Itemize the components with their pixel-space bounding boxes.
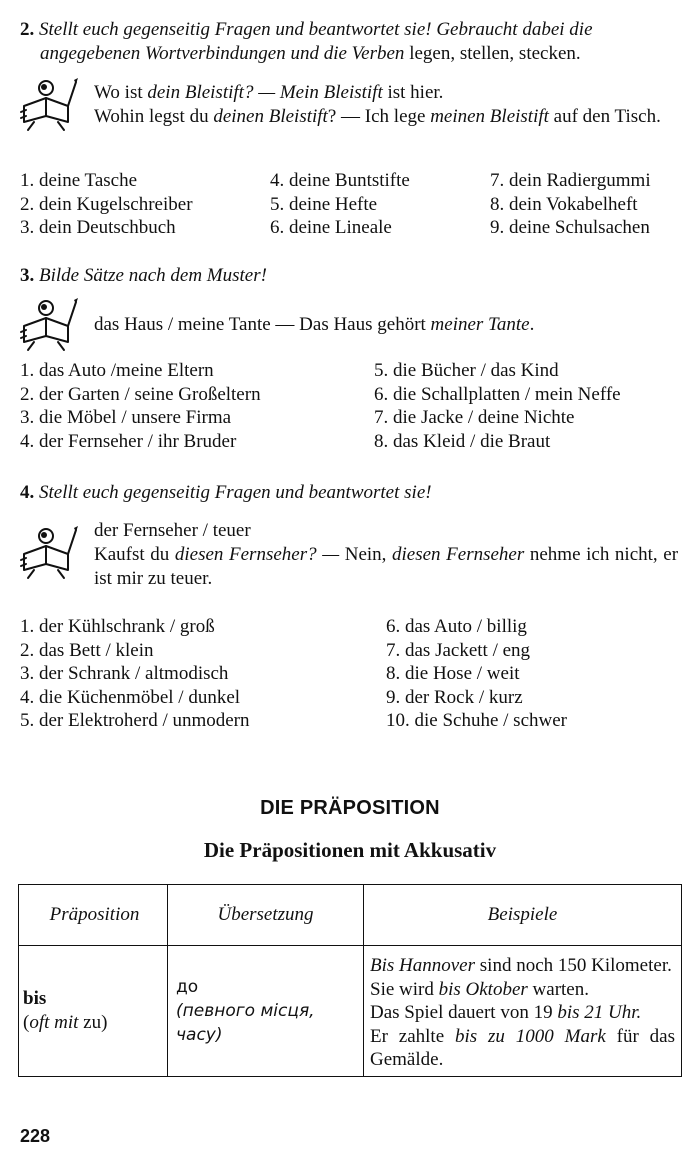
example-text: Wohin legst du — [94, 106, 209, 127]
example-sentence: Er zahlte bis zu 1000 Mark für das Gemälde. — [370, 1025, 676, 1070]
table-header-row — [19, 885, 682, 946]
task-2-example — [94, 81, 678, 129]
example-text: Wo ist — [94, 82, 143, 103]
instruction-line: Stellt euch gegenseitig Fragen und beantwortet sie! Gebraucht dabei die — [39, 19, 593, 40]
example-italic: meinen Bleistift — [430, 106, 549, 127]
translation-word: до — [176, 976, 199, 997]
list-item: 5. die Bücher / das Kind — [374, 360, 559, 381]
task-3-instruction — [20, 264, 680, 288]
list-item: 9. deine Schulsachen — [490, 217, 650, 238]
list-item: 2. das Bett / klein — [20, 639, 154, 661]
section-subtitle: Die Präpositionen mit Akkusativ — [203, 838, 497, 862]
task-number: 2. — [20, 19, 35, 40]
preposition-note: (oft mit zu) — [23, 1011, 108, 1033]
list-item: 9. der Rock / kurz — [386, 686, 523, 708]
task-3-word-list — [20, 359, 680, 455]
example-text: ist hier. — [387, 82, 444, 103]
examples-cell — [364, 946, 682, 1077]
list-item: 5. der Elektroherd / unmodern — [20, 710, 250, 731]
list-item: 8. die Hose / weit — [386, 663, 520, 684]
example-italic: dein Bleistift? — Mein Bleistift — [147, 82, 383, 103]
page-number: 228 — [20, 1126, 51, 1146]
list-item: 1. deine Tasche — [20, 170, 138, 191]
example-text: das Haus / meine Tante — Das Haus gehört — [94, 314, 426, 335]
instruction-line: Stellt euch gegenseitig Fragen und beantwortet sie! — [39, 482, 432, 503]
example-text: auf den Tisch. — [553, 106, 661, 127]
list-item: 4. der Fernseher / ihr Bruder — [20, 430, 237, 452]
instruction-line: Bilde Sätze nach dem Muster! — [39, 265, 267, 286]
task-number: 4. — [20, 482, 35, 503]
task-4-instruction — [20, 481, 680, 505]
translation-note: (певного місця, часу) — [176, 1000, 315, 1045]
example-text: der Fernseher / teuer — [94, 520, 251, 541]
list-item: 7. dein Radiergummi — [490, 170, 651, 191]
preposition-table — [18, 884, 682, 1077]
list-item: 3. der Schrank / altmodisch — [20, 663, 229, 684]
preposition-word: bis — [23, 987, 47, 1009]
list-item: 1. das Auto /meine Eltern — [20, 360, 214, 381]
example-text: . — [529, 314, 535, 335]
list-item: 7. das Jackett / eng — [386, 639, 531, 661]
preposition-cell — [19, 946, 168, 1077]
section-title: DIE PRÄPOSITION — [260, 797, 440, 819]
example-text: ? — Ich lege — [327, 106, 426, 127]
list-item: 2. dein Kugelschreiber — [20, 193, 193, 215]
translation-cell — [168, 946, 364, 1077]
list-item: 8. das Kleid / die Braut — [374, 430, 551, 452]
column-header: Präposition — [19, 885, 168, 946]
list-item: 1. der Kühlschrank / groß — [20, 616, 215, 637]
table-row — [19, 946, 682, 1077]
example-italic: diesen Fernseher? — — [174, 544, 340, 565]
reading-figure-icon — [18, 524, 80, 580]
list-item: 6. das Auto / billig — [386, 616, 527, 637]
example-text: nehme ich nicht, er ist mir zu teuer. — [94, 544, 679, 589]
example-text: Nein, — [344, 544, 387, 565]
list-item: 6. die Schallplatten / mein Neffe — [374, 383, 621, 405]
task-4-word-list — [20, 615, 680, 735]
example-italic: deinen Bleistift — [213, 106, 328, 127]
list-item: 6. deine Lineale — [270, 217, 392, 238]
list-item: 3. die Möbel / unsere Firma — [20, 407, 232, 428]
list-item: 10. die Schuhe / schwer — [386, 710, 567, 731]
list-item: 3. dein Deutschbuch — [20, 217, 176, 238]
list-item: 8. dein Vokabelheft — [490, 193, 638, 215]
task-number: 3. — [20, 265, 35, 286]
list-item: 2. der Garten / seine Großeltern — [20, 383, 261, 405]
task-3-example — [94, 313, 678, 337]
task-2-instruction — [20, 18, 680, 66]
example-italic: meiner Tante — [430, 314, 530, 335]
example-text: Kaufst du — [94, 544, 170, 565]
example-sentence: Bis Hannover sind noch 150 Kilometer. — [370, 955, 672, 976]
task-4-example — [94, 519, 678, 591]
list-item: 7. die Jacke / deine Nichte — [374, 407, 575, 428]
column-header: Übersetzung — [168, 885, 364, 946]
task-2-word-list — [20, 169, 680, 244]
instruction-verbs: legen, stellen, stecken. — [409, 43, 581, 64]
list-item: 4. deine Buntstifte — [270, 170, 410, 191]
instruction-line: angegebenen Wortverbindungen und die Verben — [40, 43, 405, 64]
reading-figure-icon — [18, 296, 80, 352]
list-item: 4. die Küchenmöbel / dunkel — [20, 686, 241, 708]
list-item: 5. deine Hefte — [270, 193, 378, 215]
example-italic: diesen Fernseher — [392, 544, 525, 565]
reading-figure-icon — [18, 76, 80, 132]
example-sentence: Sie wird bis Oktober warten. — [370, 978, 589, 1000]
column-header: Beispiele — [364, 885, 682, 946]
example-sentence: Das Spiel dauert von 19 bis 21 Uhr. — [370, 1002, 642, 1023]
